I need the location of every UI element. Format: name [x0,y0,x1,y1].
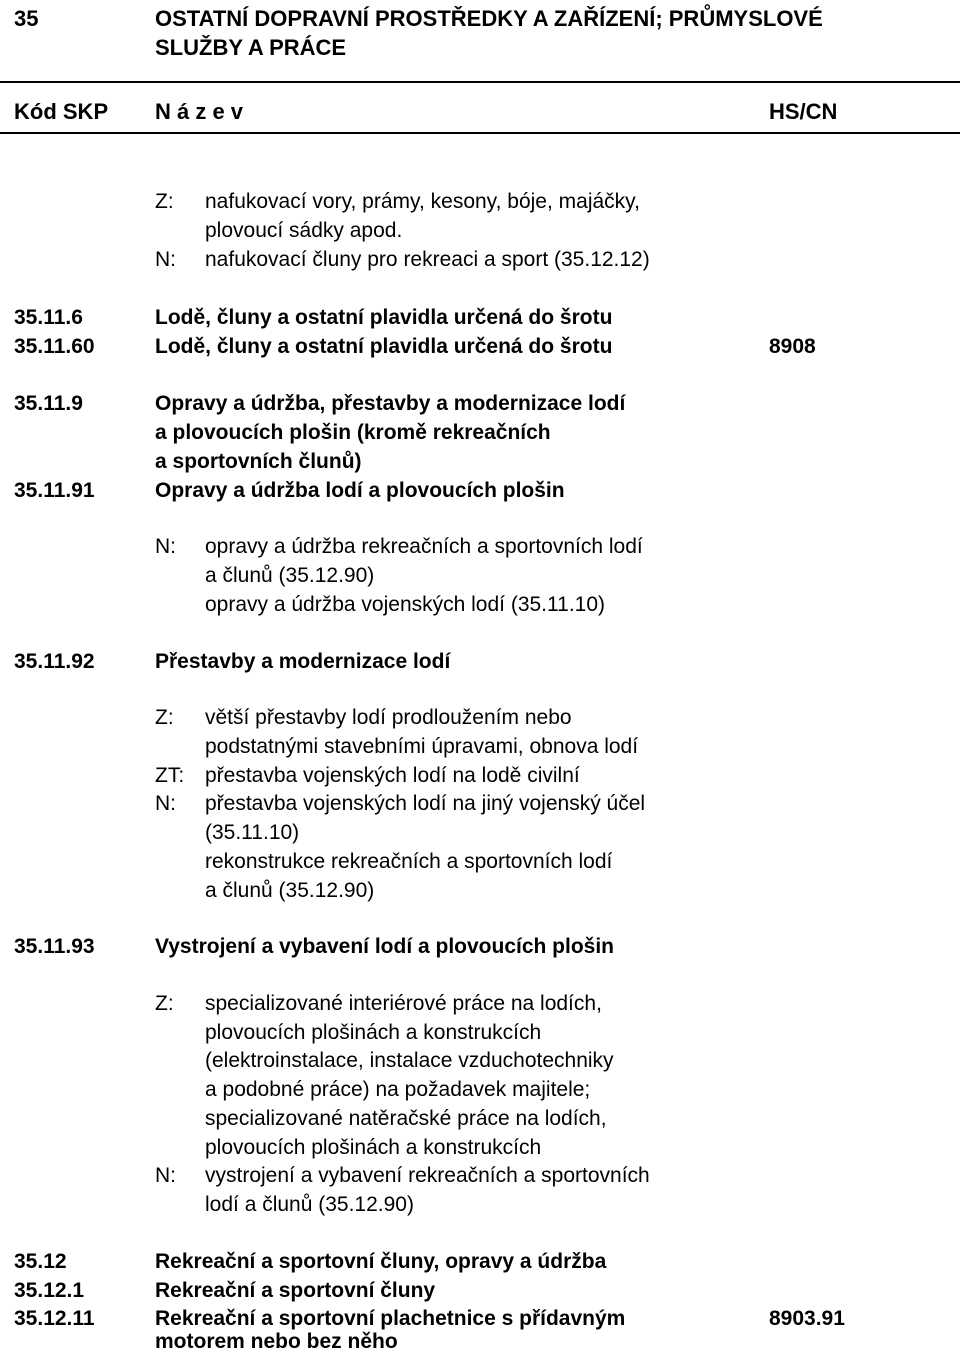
item-code: 35.12 [14,1250,67,1273]
note-text: (35.11.10) [205,821,300,844]
note-label-n: N: [155,248,176,271]
item-title: Lodě, čluny a ostatní plavidla určená do šrotu [155,335,613,358]
note-label-n: N: [155,792,176,815]
column-code-header: Kód SKP [14,99,109,124]
note-label-z: Z: [155,706,174,729]
note-text: plovoucí sádky apod. [205,219,403,242]
item-title: motorem nebo bez něho [155,1330,398,1353]
note-text: opravy a údržba rekreačních a sportovních lodí [205,535,643,558]
note-text: opravy a údržba vojenských lodí (35.11.10) [205,593,606,616]
item-hs-code: 8903.91 [769,1307,845,1330]
note-text: a člunů (35.12.90) [205,564,375,587]
note-label-z: Z: [155,190,174,213]
chapter-title-line2: SLUŽBY A PRÁCE [155,35,347,60]
column-hs-header: HS/CN [769,99,838,124]
column-name-header: N á z e v [155,99,244,124]
note-text: nafukovací vory, prámy, kesony, bóje, majáčky, [205,190,640,213]
note-text: přestavba vojenských lodí na lodě civilní [205,764,580,787]
item-title: Rekreační a sportovní plachetnice s přídavným [155,1307,626,1330]
note-label-z: Z: [155,992,174,1015]
item-code: 35.11.6 [14,306,83,329]
note-text: větší přestavby lodí prodloužením nebo [205,706,572,729]
note-label-zt: ZT: [155,764,185,787]
header-top-rule [0,81,960,83]
item-title: Přestavby a modernizace lodí [155,650,451,673]
item-code: 35.11.9 [14,392,83,415]
item-title: Opravy a údržba, přestavby a modernizace lodí [155,392,626,415]
item-title: a sportovních člunů) [155,450,362,473]
chapter-number: 35 [14,6,39,31]
note-text: nafukovací čluny pro rekreaci a sport (35.12.12) [205,248,650,271]
item-code: 35.12.11 [14,1307,95,1330]
note-text: specializované interiérové práce na lodích, [205,992,602,1015]
item-code: 35.11.93 [14,935,95,958]
item-title: Lodě, čluny a ostatní plavidla určená do šrotu [155,306,613,329]
item-title: Rekreační a sportovní čluny [155,1279,436,1302]
item-title: Rekreační a sportovní čluny, opravy a údržba [155,1250,607,1273]
item-code: 35.11.60 [14,335,95,358]
note-text: přestavba vojenských lodí na jiný vojenský účel [205,792,646,815]
note-text: specializované natěračské práce na lodích, [205,1107,607,1130]
note-text: plovoucích plošinách a konstrukcích [205,1021,542,1044]
note-text: rekonstrukce rekreačních a sportovních lodí [205,850,613,873]
item-hs-code: 8908 [769,335,816,358]
note-text: lodí a člunů (35.12.90) [205,1193,414,1216]
note-label-n: N: [155,535,176,558]
item-code: 35.11.92 [14,650,95,673]
note-text: podstatnými stavebními úpravami, obnova lodí [205,735,639,758]
note-text: vystrojení a vybavení rekreačních a sportovních [205,1164,650,1187]
note-text: plovoucích plošinách a konstrukcích [205,1136,542,1159]
item-code: 35.11.91 [14,479,95,502]
item-title: Vystrojení a vybavení lodí a plovoucích plošin [155,935,615,958]
note-text: a člunů (35.12.90) [205,879,375,902]
item-code: 35.12.1 [14,1279,85,1302]
header-bottom-rule [0,132,960,134]
item-title: a plovoucích plošin (kromě rekreačních [155,421,551,444]
note-text: (elektroinstalace, instalace vzduchotechniky [205,1049,614,1072]
note-label-n: N: [155,1164,176,1187]
chapter-title-line1: OSTATNÍ DOPRAVNÍ PROSTŘEDKY A ZAŘÍZENÍ; PRŮMYSLOVÉ [155,6,823,31]
note-text: a podobné práce) na požadavek majitele; [205,1078,591,1101]
item-title: Opravy a údržba lodí a plovoucích plošin [155,479,565,502]
